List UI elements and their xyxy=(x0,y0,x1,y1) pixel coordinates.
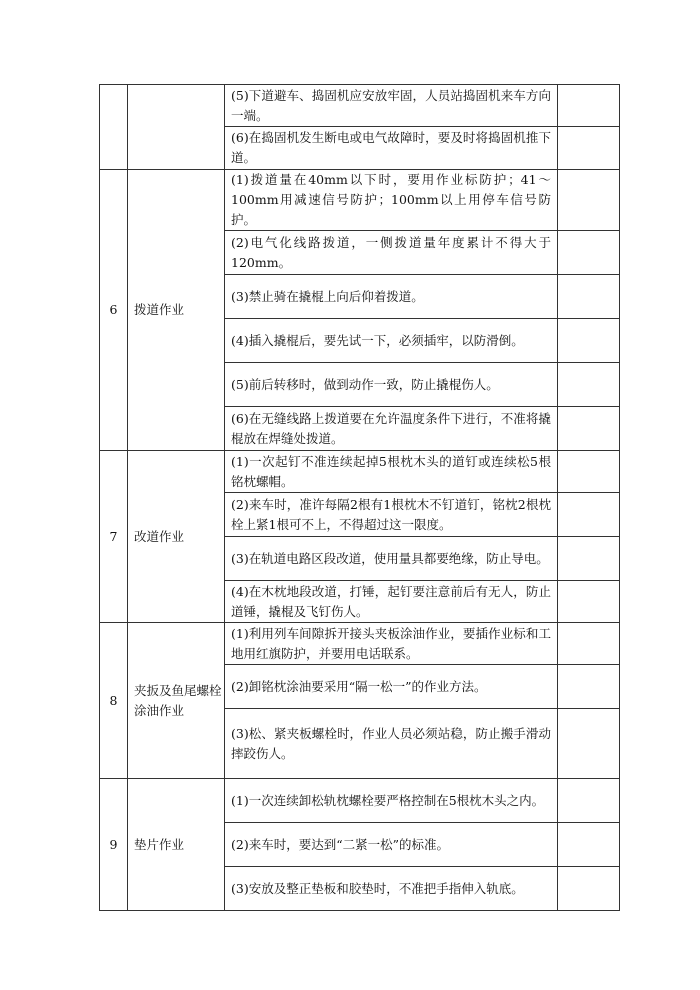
table-row xyxy=(100,170,620,231)
check-cell xyxy=(558,709,620,779)
table-row xyxy=(100,779,620,823)
requirement-text: (1)利用列车间隙拆开接头夹板涂油作业，要插作业标和工地用红旗防护，并要用电话联系。 xyxy=(225,623,558,665)
check-cell xyxy=(558,779,620,823)
table-row xyxy=(100,451,620,493)
requirement-text: (2)电气化线路拨道，一侧拨道量年度累计不得大于120mm。 xyxy=(225,231,558,275)
requirement-text: (3)在轨道电路区段改道，使用量具都要绝缘，防止导电。 xyxy=(225,537,558,581)
row-number: 6 xyxy=(100,170,128,451)
check-cell xyxy=(558,127,620,170)
check-cell xyxy=(558,493,620,537)
row-number xyxy=(100,85,128,170)
requirement-text: (3)禁止骑在撬棍上向后仰着拨道。 xyxy=(225,275,558,319)
row-number: 9 xyxy=(100,779,128,911)
work-item: 改道作业 xyxy=(128,451,225,623)
table-row xyxy=(100,623,620,665)
requirement-text: (6)在无缝线路上拨道要在允许温度条件下进行，不准将撬棍放在焊缝处拨道。 xyxy=(225,407,558,451)
work-item: 夹扳及鱼尾螺栓涂油作业 xyxy=(128,623,225,779)
check-cell xyxy=(558,623,620,665)
check-cell xyxy=(558,581,620,623)
requirement-text: (1)一次连续卸松轨枕螺栓要严格控制在5根枕木头之内。 xyxy=(225,779,558,823)
table-row xyxy=(100,85,620,127)
check-cell xyxy=(558,363,620,407)
check-cell xyxy=(558,451,620,493)
requirement-text: (5)下道避车、捣固机应安放牢固，人员站捣固机来车方向一端。 xyxy=(225,85,558,127)
requirement-text: (3)松、紧夹板螺栓时，作业人员必须站稳，防止搬手滑动摔跤伤人。 xyxy=(225,709,558,779)
row-number: 7 xyxy=(100,451,128,623)
check-cell xyxy=(558,407,620,451)
check-cell xyxy=(558,170,620,231)
requirement-text: (4)插入撬棍后，要先试一下，必须插牢，以防滑倒。 xyxy=(225,319,558,363)
check-cell xyxy=(558,319,620,363)
requirement-text: (3)安放及整正垫板和胶垫时，不准把手指伸入轨底。 xyxy=(225,867,558,911)
requirements-table xyxy=(99,84,620,911)
work-item: 拨道作业 xyxy=(128,170,225,451)
requirement-text: (4)在木枕地段改道，打锤，起钉要注意前后有无人，防止道锤，撬棍及飞钉伤人。 xyxy=(225,581,558,623)
check-cell xyxy=(558,867,620,911)
requirement-text: (2)卸铭枕涂油要采用“隔一松一”的作业方法。 xyxy=(225,665,558,709)
requirement-text: (2)来车时，准许每隔2根有1根枕木不钉道钉，铭枕2根枕栓上紧1根可不上，不得超过这一限度。 xyxy=(225,493,558,537)
requirement-text: (1)拨道量在40mm以下时，要用作业标防护；41～100mm用减速信号防护；100mm以上用停车信号防护。 xyxy=(225,170,558,231)
requirement-text: (2)来车时，要达到“二紧一松”的标准。 xyxy=(225,823,558,867)
requirement-text: (5)前后转移时，做到动作一致，防止撬棍伤人。 xyxy=(225,363,558,407)
requirement-text: (1)一次起钉不准连续起掉5根枕木头的道钉或连续松5根铭枕螺帽。 xyxy=(225,451,558,493)
check-cell xyxy=(558,275,620,319)
check-cell xyxy=(558,231,620,275)
check-cell xyxy=(558,537,620,581)
row-number: 8 xyxy=(100,623,128,779)
work-item: 垫片作业 xyxy=(128,779,225,911)
check-cell xyxy=(558,823,620,867)
check-cell xyxy=(558,665,620,709)
requirement-text: (6)在捣固机发生断电或电气故障时，要及时将捣固机推下道。 xyxy=(225,127,558,170)
work-item xyxy=(128,85,225,170)
check-cell xyxy=(558,85,620,127)
